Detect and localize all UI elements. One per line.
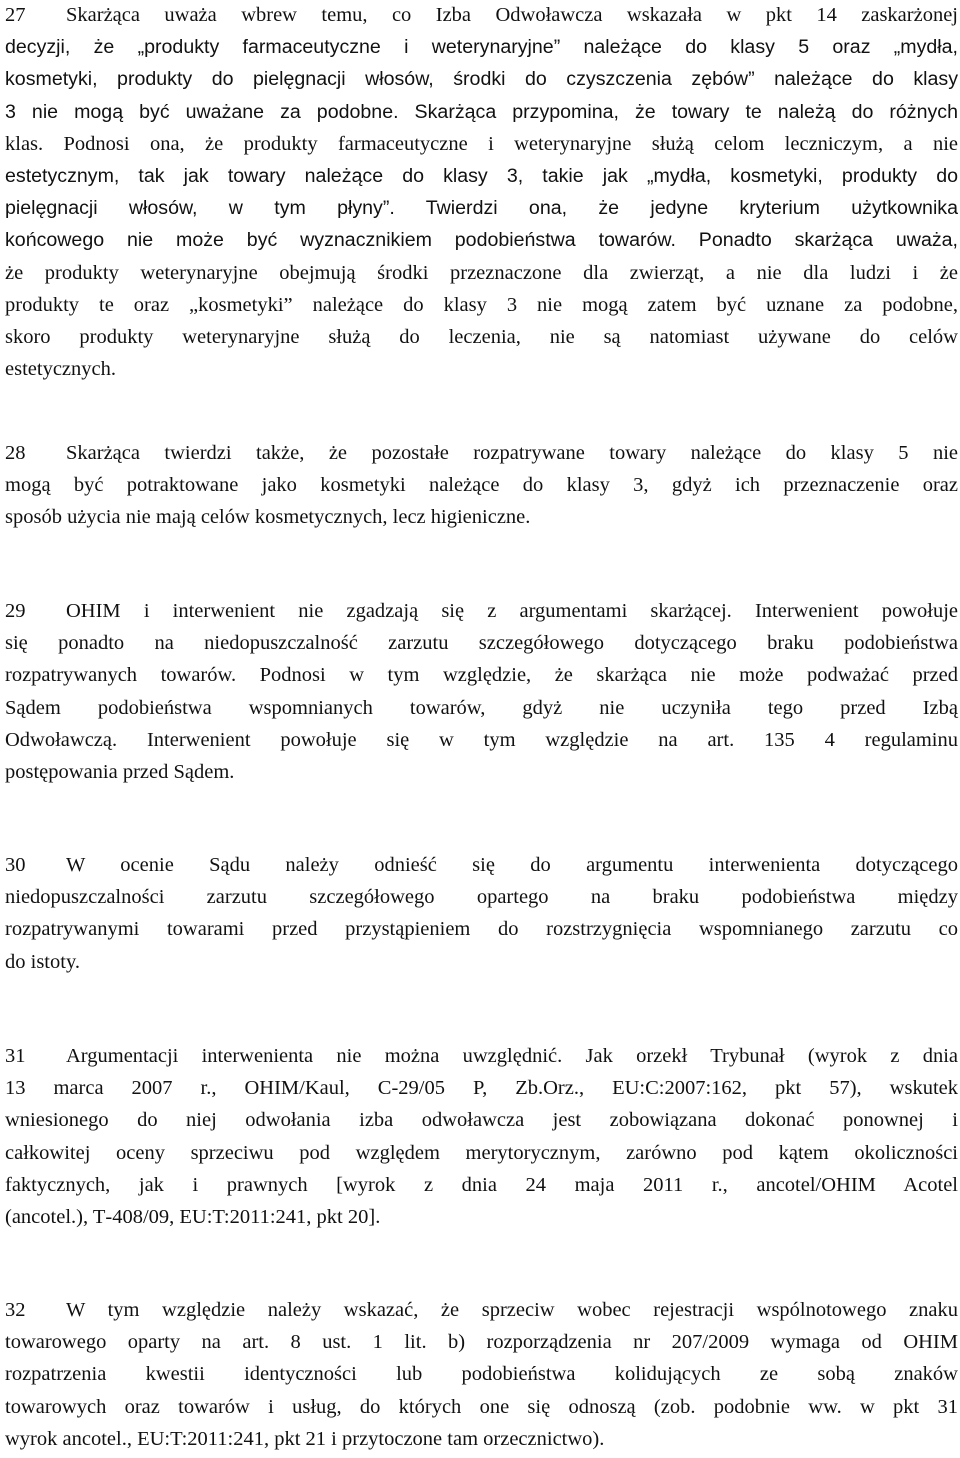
paragraph-number: 28 bbox=[5, 442, 26, 464]
paragraph-number: 27 bbox=[5, 4, 26, 26]
paragraph-line: że produkty weterynaryjne obejmują środki przeznaczone dla zwierząt, a nie dla ludzi i że bbox=[5, 261, 958, 284]
paragraph-line: wyrok ancotel., EU:T:2011:241, pkt 21 i przytoczone tam orzecznictwo). bbox=[5, 1427, 605, 1450]
paragraph-28 bbox=[5, 437, 958, 534]
paragraph-line: rozpatrywanymi towarami przed przystąpieniem do rozstrzygnięcia wspomnianego zarzutu co bbox=[5, 918, 958, 941]
paragraph-line: faktycznych, jak i prawnych [wyrok z dnia 24 maja 2011 r., ancotel/OHIM Acotel bbox=[5, 1173, 958, 1196]
paragraph-line: postępowania przed Sądem. bbox=[5, 761, 235, 784]
paragraph-line: 28 Skarżąca twierdzi także, że pozostałe rozpatrywane towary należące do klasy 5 nie bbox=[5, 437, 958, 469]
paragraph-line: wniesionego do niej odwołania izba odwoławcza jest zobowiązana dokonać ponownej i bbox=[5, 1109, 958, 1132]
paragraph-line: towarowych oraz towarów i usług, do których one się odnoszą (zob. podobnie ww. w pkt 31 bbox=[5, 1395, 958, 1418]
paragraph-line: całkowitej oceny sprzeciwu pod względem merytorycznym, zarówno pod kątem okoliczności bbox=[5, 1141, 958, 1164]
paragraph-32 bbox=[5, 1294, 958, 1455]
paragraph-number: 30 bbox=[5, 854, 26, 876]
paragraph-number: 31 bbox=[5, 1045, 26, 1067]
paragraph-line: pielęgnacji włosów, w tym płyny”. Twierdzi ona, że jedyne kryterium użytkownika bbox=[5, 197, 958, 220]
paragraph-27 bbox=[5, 0, 958, 385]
paragraph-31 bbox=[5, 1040, 958, 1233]
paragraph-line: skoro produkty weterynaryjne służą do leczenia, nie są natomiast używane do celów bbox=[5, 326, 958, 349]
paragraph-line: 30 W ocenie Sądu należy odnieść się do argumentu interwenienta dotyczącego bbox=[5, 849, 958, 881]
paragraph-line: mogą być potraktowane jako kosmetyki należące do klasy 3, gdyż ich przeznaczenie oraz bbox=[5, 474, 958, 497]
paragraph-30 bbox=[5, 849, 958, 978]
paragraph-line: produkty te oraz „kosmetyki” należące do klasy 3 nie mogą zatem być uznane za podobne, bbox=[5, 293, 958, 316]
paragraph-line: 13 marca 2007 r., OHIM/Kaul, C‑29/05 P, Zb.Orz., EU:C:2007:162, pkt 57), wskutek bbox=[5, 1077, 958, 1100]
paragraph-line: decyzji, że „produkty farmaceutyczne i weterynaryjne” należące do klasy 5 oraz „mydła, bbox=[5, 36, 958, 59]
paragraph-line: estetycznym, tak jak towary należące do klasy 3, takie jak „mydła, kosmetyki, produkty do bbox=[5, 165, 958, 188]
paragraph-line: klas. Podnosi ona, że produkty farmaceutyczne i weterynaryjne służą celom leczniczym, a nie bbox=[5, 132, 958, 155]
paragraph-line: estetycznych. bbox=[5, 358, 116, 381]
paragraph-line: rozpatrywanych towarów. Podnosi w tym względzie, że skarżąca nie może podważać przed bbox=[5, 664, 958, 687]
paragraph-29 bbox=[5, 595, 958, 788]
paragraph-line: do istoty. bbox=[5, 950, 80, 973]
paragraph-line: kosmetyki, produkty do pielęgnacji włosów, środki do czyszczenia zębów” należące do klasy bbox=[5, 68, 958, 91]
paragraph-line: niedopuszczalności zarzutu szczegółowego opartego na braku podobieństwa między bbox=[5, 886, 958, 909]
paragraph-line: się ponadto na niedopuszczalność zarzutu szczegółowego dotyczącego braku podobieństwa bbox=[5, 632, 958, 655]
paragraph-line: 31 Argumentacji interwenienta nie można uwzględnić. Jak orzekł Trybunał (wyrok z dnia bbox=[5, 1040, 958, 1072]
paragraph-number: 32 bbox=[5, 1299, 26, 1321]
paragraph-line: 3 nie mogą być uważane za podobne. Skarżąca przypomina, że towary te należą do różnych bbox=[5, 100, 958, 123]
paragraph-line: sposób użycia nie mają celów kosmetycznych, lecz higieniczne. bbox=[5, 506, 531, 529]
paragraph-line: Sądem podobieństwa wspomnianych towarów, gdyż nie uczyniła tego przed Izbą bbox=[5, 696, 958, 719]
paragraph-line: towarowego oparty na art. 8 ust. 1 lit. b) rozporządzenia nr 207/2009 wymaga od OHIM bbox=[5, 1331, 958, 1354]
paragraph-line: (ancotel.), T‑408/09, EU:T:2011:241, pkt 20]. bbox=[5, 1206, 381, 1229]
paragraph-line: 27 Skarżąca uważa wbrew temu, co Izba Odwoławcza wskazała w pkt 14 zaskarżonej bbox=[5, 0, 958, 31]
paragraph-line: końcowego nie może być wyznacznikiem podobieństwa towarów. Ponadto skarżąca uważa, bbox=[5, 229, 958, 252]
paragraph-line: 32 W tym względzie należy wskazać, że sprzeciw wobec rejestracji wspólnotowego znaku bbox=[5, 1294, 958, 1326]
paragraph-line: rozpatrzenia kwestii identyczności lub podobieństwa kolidujących ze sobą znaków bbox=[5, 1363, 958, 1386]
paragraph-line: Odwoławczą. Interwenient powołuje się w tym względzie na art. 135 4 regulaminu bbox=[5, 728, 958, 751]
paragraph-line: 29 OHIM i interwenient nie zgadzają się z argumentami skarżącej. Interwenient powołuje bbox=[5, 595, 958, 627]
paragraph-number: 29 bbox=[5, 600, 26, 622]
